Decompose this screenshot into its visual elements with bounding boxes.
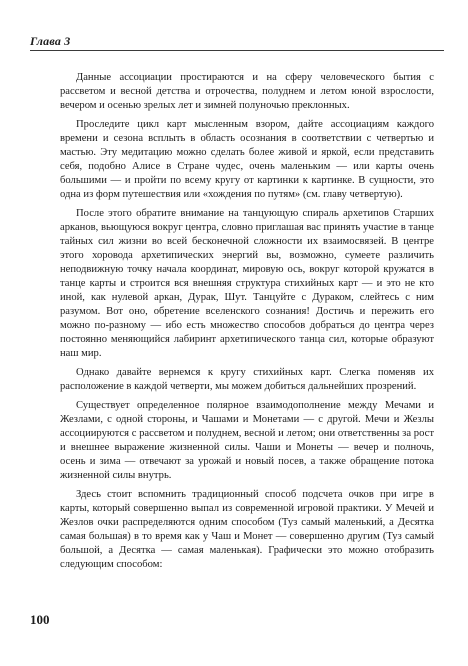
page-number: 100 [30,612,50,627]
paragraph: Существует определенное полярное взаимодополнение между Мечами и Жезлами, с одной стороны, и Чашами и Монетами — с другой. Мечи и Жезлы ассоциируются с рассветом и полуднем, весной и летом; они ответственны за рост и внешнее выражение жизненной силы. Чаши и Монеты — вечер и полночь, осень и зима — отвечают за урожай и новый посев, а также обращение потока жизненной силы внутрь. [60,400,434,481]
paragraph: Однако давайте вернемся к кругу стихийных карт. Слегка поменяв их расположение в каждой четверти, мы можем добиться дальнейших прозрений. [60,367,434,392]
paragraph: Проследите цикл карт мысленным взором, дайте ассоциациям каждого времени и сезона всплыть в область осознания в соответствии с четвертью и мастью. Эту медитацию можно сделать более живой и яркой, если представить себя, подобно Алисе в Стране чудес, очень маленьким — или карты очень большими — и пройти по всему кругу от картинки к картинке. В сущности, это одна из форм путешествия или «хождения по путям» (см. главу четвертую). [60,119,434,200]
paragraph: Данные ассоциации простираются и на сферу человеческого бытия с рассветом и весной детства и отрочества, полуднем и летом юной взрослости, вечером и осенью зрелых лет и зимней полуночью преклонных. [60,72,434,111]
paragraph: После этого обратите внимание на танцующую спираль архетипов Старших арканов, вьющуюся вокруг центра, словно приглашая вас принять участие в танце тайных сил жизни во всей бесконечной сложности их взаимосвязей. В центре этого хоровода архетипических энергий вы, возможно, сумеете различить неподвижную точку начала координат, мировую ось, вокруг которой кружатся в танце карты и строится вся внешняя структура стихийных карт — и это не кто иной, как нулевой аркан, Дурак, Шут. Танцуйте с Дураком, слейтесь с ним разумом. Вот оно, обретение вселенского сознания! Достичь и пережить его можно по-разному — ибо есть множество способов добраться до центра через постоянно меняющийся лабиринт архетипического танца сил, которые образуют наш мир. [60,208,434,359]
chapter-title: Глава 3 [30,34,71,48]
running-header [30,28,444,50]
paragraph: Здесь стоит вспомнить традиционный способ подсчета очков при игре в карты, который совершенно выпал из современной игровой практики. У Мечей и Жезлов очки распределяются одним способом (Туз самый маленький, а Десятка самая большая) в то время как у Чаш и Монет — совершенно другим (Туз самый большой, а Десятка — самая маленькая). Графически это можно отобразить следующим способом: [60,489,434,570]
body-text [60,71,434,577]
header-rule [30,50,444,51]
